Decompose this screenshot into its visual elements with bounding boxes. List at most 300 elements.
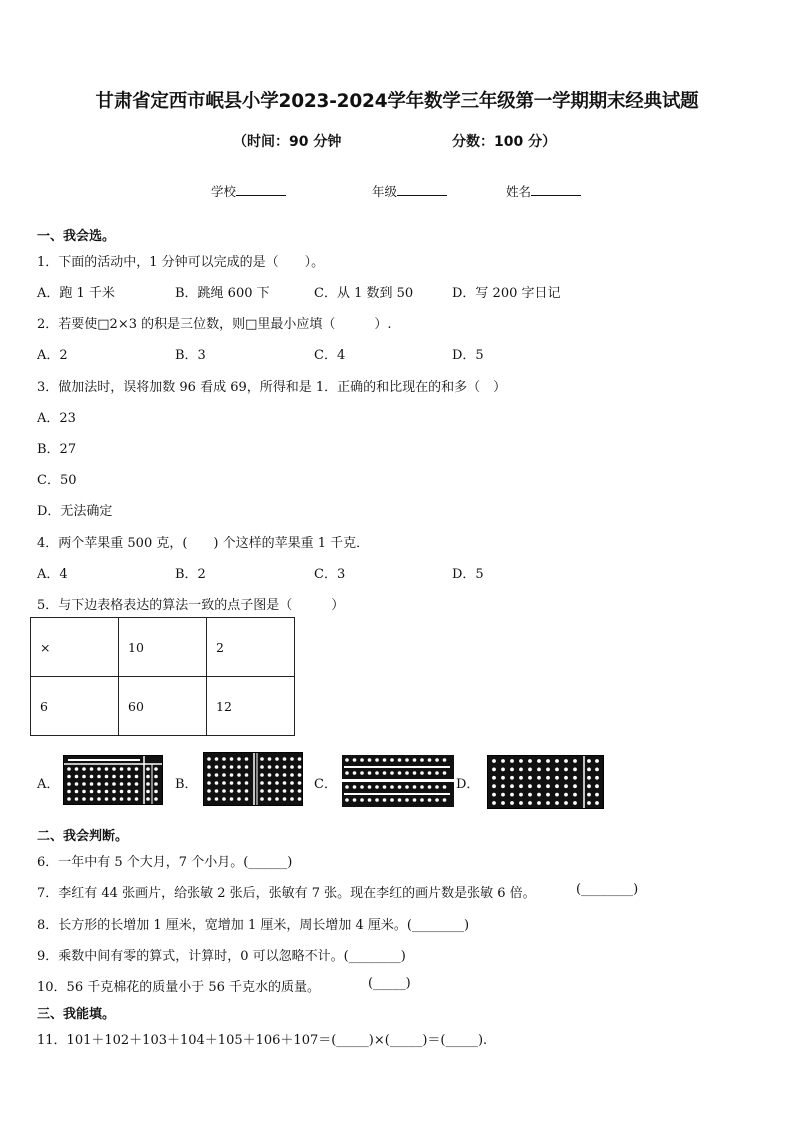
dot bbox=[260, 789, 264, 793]
dot bbox=[528, 768, 532, 772]
dot bbox=[398, 771, 402, 775]
dot bbox=[135, 775, 139, 779]
dot bbox=[587, 759, 591, 763]
q2-option-a[interactable]: A．2 bbox=[37, 348, 68, 363]
dot bbox=[207, 789, 211, 793]
dot bbox=[360, 785, 364, 789]
dot bbox=[519, 793, 523, 797]
dot bbox=[555, 801, 559, 805]
dot bbox=[237, 765, 241, 769]
dot bbox=[510, 776, 514, 780]
dot bbox=[360, 758, 364, 762]
dot bbox=[230, 765, 234, 769]
dot bbox=[268, 781, 272, 785]
dot bbox=[443, 798, 447, 802]
dot bbox=[290, 789, 294, 793]
dot bbox=[443, 771, 447, 775]
exam-score: 分数：100 分） bbox=[452, 134, 557, 150]
q3-option-b[interactable]: B．27 bbox=[37, 442, 77, 457]
dot bbox=[97, 790, 101, 794]
dot bbox=[207, 797, 211, 801]
question-2: 2．若要使□2×3 的积是三位数，则□里最小应填（ ）. bbox=[37, 317, 392, 332]
dot bbox=[564, 801, 568, 805]
dot bbox=[360, 798, 364, 802]
dot bbox=[260, 765, 264, 769]
dot bbox=[390, 785, 394, 789]
dot bbox=[510, 759, 514, 763]
dot bbox=[82, 782, 86, 786]
q2-option-d[interactable]: D．5 bbox=[452, 348, 484, 363]
question-10: 10．56 千克棉花的质量小于 56 千克水的质量。 bbox=[37, 980, 321, 995]
dot bbox=[564, 793, 568, 797]
table-row bbox=[31, 677, 295, 736]
dot bbox=[390, 771, 394, 775]
dot bbox=[245, 757, 249, 761]
dot bbox=[275, 765, 279, 769]
dot bbox=[546, 776, 550, 780]
dot bbox=[298, 757, 302, 761]
dot bbox=[245, 781, 249, 785]
dot-array-a-figure bbox=[64, 756, 162, 804]
dot-array-b[interactable] bbox=[203, 752, 303, 806]
dot bbox=[112, 767, 116, 771]
dot bbox=[519, 768, 523, 772]
question-9[interactable]: 9．乘数中间有零的算式，计算时，0 可以忽略不计。(________) bbox=[37, 949, 406, 964]
dot bbox=[237, 789, 241, 793]
dot bbox=[146, 790, 150, 794]
dot bbox=[283, 765, 287, 769]
dot bbox=[215, 797, 219, 801]
dot bbox=[127, 790, 131, 794]
dot bbox=[519, 801, 523, 805]
dot bbox=[120, 775, 124, 779]
dot bbox=[564, 784, 568, 788]
dot bbox=[510, 768, 514, 772]
dot bbox=[290, 797, 294, 801]
dot bbox=[501, 784, 505, 788]
dot bbox=[283, 773, 287, 777]
dot bbox=[82, 775, 86, 779]
dot bbox=[154, 797, 158, 801]
dot bbox=[75, 790, 79, 794]
dot bbox=[510, 793, 514, 797]
dot bbox=[222, 781, 226, 785]
dot bbox=[435, 758, 439, 762]
table-cell: 2 bbox=[207, 618, 295, 677]
table-row bbox=[31, 618, 295, 677]
dot bbox=[383, 785, 387, 789]
dot bbox=[345, 771, 349, 775]
dot bbox=[595, 768, 599, 772]
dot bbox=[492, 759, 496, 763]
dot bbox=[146, 797, 150, 801]
name-label: 姓名 bbox=[506, 184, 532, 199]
dot bbox=[383, 758, 387, 762]
dot bbox=[97, 782, 101, 786]
q3-option-a[interactable]: A．23 bbox=[37, 411, 76, 426]
dot bbox=[546, 768, 550, 772]
dot bbox=[528, 759, 532, 763]
dot bbox=[492, 776, 496, 780]
question-3: 3．做加法时，误将加数 96 看成 69，所得和是 1．正确的和比现在的和多（ ） bbox=[37, 380, 507, 395]
dot bbox=[298, 797, 302, 801]
dot bbox=[528, 793, 532, 797]
dot bbox=[428, 798, 432, 802]
dot bbox=[222, 757, 226, 761]
dot bbox=[492, 793, 496, 797]
dot bbox=[353, 785, 357, 789]
dot bbox=[268, 773, 272, 777]
dot bbox=[501, 768, 505, 772]
dot bbox=[383, 771, 387, 775]
q4-option-b[interactable]: B．2 bbox=[175, 567, 206, 582]
dot bbox=[564, 776, 568, 780]
dot bbox=[405, 798, 409, 802]
dot bbox=[135, 782, 139, 786]
dot bbox=[112, 775, 116, 779]
dot bbox=[537, 801, 541, 805]
dot bbox=[146, 767, 150, 771]
dot bbox=[260, 757, 264, 761]
dot bbox=[237, 797, 241, 801]
dot bbox=[67, 775, 71, 779]
q5-option-a[interactable]: A． bbox=[37, 777, 60, 792]
q1-option-a[interactable]: A．跑 1 千米 bbox=[37, 286, 115, 301]
dot bbox=[230, 757, 234, 761]
question-1: 1．下面的活动中，1 分钟可以完成的是（ ）。 bbox=[37, 255, 325, 270]
q4-option-d[interactable]: D．5 bbox=[452, 567, 484, 582]
q1-option-b[interactable]: B．跳绳 600 下 bbox=[175, 286, 270, 301]
dot bbox=[120, 797, 124, 801]
dot bbox=[135, 797, 139, 801]
dot bbox=[587, 784, 591, 788]
name-field[interactable] bbox=[506, 182, 581, 200]
dot bbox=[230, 797, 234, 801]
dot-array-b-figure bbox=[204, 753, 302, 805]
q7-answer-blank[interactable]: (________) bbox=[576, 882, 639, 897]
dot bbox=[207, 773, 211, 777]
question-5: 5．与下边表格表达的算法一致的点子图是（ ） bbox=[37, 598, 345, 613]
dot bbox=[154, 775, 158, 779]
dot bbox=[492, 784, 496, 788]
name-blank[interactable] bbox=[531, 183, 581, 196]
dot bbox=[528, 801, 532, 805]
dot bbox=[67, 790, 71, 794]
dot bbox=[368, 785, 372, 789]
dot bbox=[587, 801, 591, 805]
dot bbox=[146, 775, 150, 779]
dot bbox=[413, 771, 417, 775]
dot bbox=[275, 757, 279, 761]
dot bbox=[405, 785, 409, 789]
dot bbox=[420, 785, 424, 789]
dot bbox=[290, 781, 294, 785]
dot bbox=[82, 790, 86, 794]
dot bbox=[215, 757, 219, 761]
dot bbox=[82, 797, 86, 801]
dot bbox=[105, 782, 109, 786]
dot bbox=[237, 773, 241, 777]
dot bbox=[105, 790, 109, 794]
dot bbox=[345, 758, 349, 762]
q5-option-d[interactable]: D． bbox=[456, 777, 480, 792]
dot bbox=[573, 776, 577, 780]
dot bbox=[428, 771, 432, 775]
dot bbox=[390, 758, 394, 762]
page-title: 甘肃省定西市岷县小学2023-2024学年数学三年级第一学期期末经典试题 bbox=[95, 91, 699, 112]
dot bbox=[595, 759, 599, 763]
dot bbox=[215, 765, 219, 769]
dot bbox=[112, 790, 116, 794]
question-8[interactable]: 8．长方形的长增加 1 厘米，宽增加 1 厘米，周长增加 4 厘米。(________) bbox=[37, 918, 470, 933]
dot bbox=[595, 801, 599, 805]
dot-array-c[interactable] bbox=[342, 755, 454, 807]
dot bbox=[368, 758, 372, 762]
dot bbox=[368, 798, 372, 802]
dot bbox=[75, 775, 79, 779]
dot bbox=[215, 781, 219, 785]
dot bbox=[298, 765, 302, 769]
q5-option-c[interactable]: C． bbox=[314, 777, 337, 792]
dot bbox=[112, 797, 116, 801]
dot bbox=[120, 790, 124, 794]
exam-time: （时间：90 分钟 bbox=[233, 134, 342, 150]
dot bbox=[230, 773, 234, 777]
dot bbox=[413, 758, 417, 762]
dot bbox=[90, 782, 94, 786]
question-7: 7．李红有 44 张画片，给张敏 2 张后，张敏有 7 张。现在李红的画片数是张敏 6 倍。 bbox=[37, 886, 536, 901]
dot bbox=[587, 793, 591, 797]
dot bbox=[398, 758, 402, 762]
dot bbox=[154, 782, 158, 786]
dot bbox=[67, 782, 71, 786]
dot bbox=[555, 768, 559, 772]
dot bbox=[360, 771, 364, 775]
dot bbox=[501, 801, 505, 805]
dot bbox=[420, 798, 424, 802]
school-blank[interactable] bbox=[236, 183, 286, 196]
dot bbox=[413, 798, 417, 802]
dot bbox=[546, 759, 550, 763]
grade-label: 年级 bbox=[372, 184, 398, 199]
dot bbox=[375, 785, 379, 789]
dot bbox=[154, 767, 158, 771]
dot bbox=[283, 757, 287, 761]
dot bbox=[501, 759, 505, 763]
dot bbox=[230, 781, 234, 785]
dot bbox=[537, 759, 541, 763]
question-4: 4．两个苹果重 500 克，( ) 个这样的苹果重 1 千克． bbox=[37, 536, 370, 551]
dot bbox=[120, 767, 124, 771]
dot bbox=[67, 797, 71, 801]
dot bbox=[90, 797, 94, 801]
dot bbox=[573, 793, 577, 797]
dot bbox=[528, 776, 532, 780]
dot bbox=[537, 793, 541, 797]
dot bbox=[501, 776, 505, 780]
dot bbox=[127, 775, 131, 779]
dot bbox=[268, 797, 272, 801]
dot bbox=[519, 776, 523, 780]
dot bbox=[268, 765, 272, 769]
dot bbox=[298, 789, 302, 793]
dot bbox=[222, 789, 226, 793]
question-11[interactable]: 11．101＋102＋103＋104＋105＋106＋107＝(_____)×(_____)＝(_____). bbox=[37, 1033, 488, 1048]
dot-array-d[interactable] bbox=[487, 755, 604, 809]
dot bbox=[275, 789, 279, 793]
dot bbox=[435, 785, 439, 789]
dot bbox=[519, 759, 523, 763]
dot bbox=[275, 773, 279, 777]
dot bbox=[420, 758, 424, 762]
dot bbox=[290, 757, 294, 761]
dot bbox=[222, 765, 226, 769]
dot bbox=[546, 801, 550, 805]
dot bbox=[555, 759, 559, 763]
q3-option-d[interactable]: D．无法确定 bbox=[37, 504, 113, 519]
dot bbox=[587, 776, 591, 780]
dot bbox=[215, 789, 219, 793]
dot bbox=[555, 776, 559, 780]
dot bbox=[127, 767, 131, 771]
q3-option-c[interactable]: C．50 bbox=[37, 473, 77, 488]
dot bbox=[537, 768, 541, 772]
table-cell: 10 bbox=[119, 618, 207, 677]
dot bbox=[268, 789, 272, 793]
grade-field[interactable] bbox=[372, 182, 447, 200]
dot bbox=[375, 758, 379, 762]
dot bbox=[510, 801, 514, 805]
dot bbox=[245, 789, 249, 793]
dot bbox=[564, 759, 568, 763]
dot bbox=[268, 757, 272, 761]
question-6[interactable]: 6．一年中有 5 个大月，7 个小月。(______) bbox=[37, 855, 293, 870]
dot bbox=[413, 785, 417, 789]
dot bbox=[546, 784, 550, 788]
dot bbox=[595, 793, 599, 797]
dot bbox=[230, 789, 234, 793]
q5-option-b[interactable]: B． bbox=[175, 777, 198, 792]
dot bbox=[283, 781, 287, 785]
dot bbox=[353, 771, 357, 775]
q2-option-b[interactable]: B．3 bbox=[175, 348, 206, 363]
dot bbox=[105, 767, 109, 771]
q1-option-c[interactable]: C．从 1 数到 50 bbox=[314, 286, 414, 301]
dot bbox=[90, 775, 94, 779]
dot bbox=[120, 782, 124, 786]
dot bbox=[345, 785, 349, 789]
q10-answer-blank[interactable]: (_____) bbox=[368, 976, 411, 991]
dot bbox=[75, 767, 79, 771]
section-heading-choice: 一、我会选。 bbox=[37, 229, 116, 244]
dot bbox=[435, 798, 439, 802]
dot bbox=[405, 758, 409, 762]
dot bbox=[260, 781, 264, 785]
dot bbox=[555, 793, 559, 797]
dot bbox=[398, 785, 402, 789]
dot bbox=[298, 781, 302, 785]
dot-array-a[interactable] bbox=[63, 755, 163, 805]
dot bbox=[67, 767, 71, 771]
dot bbox=[573, 768, 577, 772]
dot bbox=[492, 768, 496, 772]
dot bbox=[222, 773, 226, 777]
dot bbox=[573, 801, 577, 805]
dot bbox=[573, 759, 577, 763]
q1-option-d[interactable]: D．写 200 字日记 bbox=[452, 286, 561, 301]
table-cell: 60 bbox=[119, 677, 207, 736]
dot bbox=[420, 771, 424, 775]
dot bbox=[435, 771, 439, 775]
dot bbox=[82, 767, 86, 771]
dot bbox=[398, 798, 402, 802]
dot bbox=[290, 773, 294, 777]
dot bbox=[105, 797, 109, 801]
dot-array-d-figure bbox=[488, 756, 603, 808]
dot bbox=[573, 784, 577, 788]
dot bbox=[90, 790, 94, 794]
grade-blank[interactable] bbox=[397, 183, 447, 196]
dot bbox=[237, 781, 241, 785]
dot bbox=[353, 798, 357, 802]
dot bbox=[105, 775, 109, 779]
dot bbox=[75, 797, 79, 801]
dot bbox=[368, 771, 372, 775]
dot bbox=[443, 758, 447, 762]
dot bbox=[283, 789, 287, 793]
school-field[interactable] bbox=[211, 182, 286, 200]
dot bbox=[546, 793, 550, 797]
q2-option-c[interactable]: C．4 bbox=[314, 348, 346, 363]
school-label: 学校 bbox=[211, 184, 237, 199]
dot bbox=[595, 784, 599, 788]
dot bbox=[528, 784, 532, 788]
dot-array-c-figure bbox=[342, 755, 454, 807]
dot bbox=[275, 797, 279, 801]
dot bbox=[428, 758, 432, 762]
dot bbox=[375, 771, 379, 775]
section-heading-judge: 二、我会判断。 bbox=[37, 829, 129, 844]
dot bbox=[443, 785, 447, 789]
dot bbox=[207, 765, 211, 769]
dot bbox=[237, 757, 241, 761]
dot bbox=[492, 801, 496, 805]
dot bbox=[428, 785, 432, 789]
dot bbox=[345, 798, 349, 802]
q4-option-a[interactable]: A．4 bbox=[37, 567, 68, 582]
dot bbox=[97, 767, 101, 771]
dot bbox=[207, 781, 211, 785]
q4-option-c[interactable]: C．3 bbox=[314, 567, 346, 582]
dot bbox=[275, 781, 279, 785]
dot bbox=[97, 775, 101, 779]
dot bbox=[207, 757, 211, 761]
dot bbox=[298, 773, 302, 777]
dot bbox=[97, 797, 101, 801]
dot bbox=[75, 782, 79, 786]
table-cell: 6 bbox=[31, 677, 119, 736]
section-heading-fill: 三、我能填。 bbox=[37, 1007, 116, 1022]
dot bbox=[127, 797, 131, 801]
dot bbox=[135, 767, 139, 771]
dot bbox=[222, 797, 226, 801]
dot bbox=[245, 765, 249, 769]
dot bbox=[90, 767, 94, 771]
table-cell: × bbox=[31, 618, 119, 677]
dot bbox=[564, 768, 568, 772]
q5-multiplication-table bbox=[30, 617, 295, 736]
dot bbox=[260, 797, 264, 801]
